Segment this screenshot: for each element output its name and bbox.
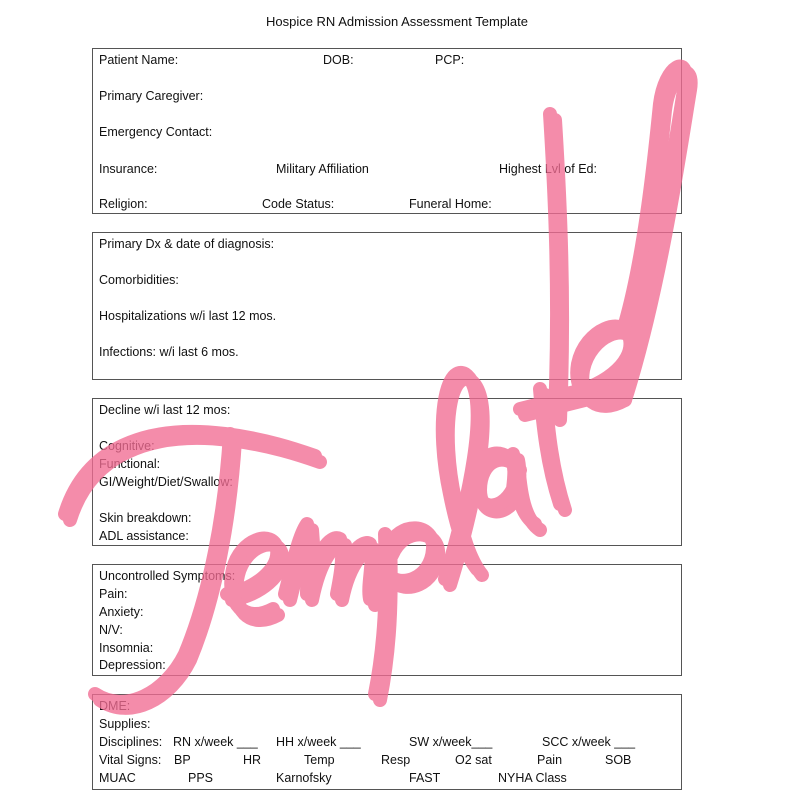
- anxiety-label: Anxiety:: [99, 605, 144, 619]
- funeral-home-label: Funeral Home:: [409, 197, 492, 211]
- primary-caregiver-label: Primary Caregiver:: [99, 89, 204, 103]
- vital-signs-label: Vital Signs:: [99, 753, 162, 767]
- decline-label: Decline w/i last 12 mos:: [99, 403, 231, 417]
- vital-pain-label: Pain: [537, 753, 563, 767]
- comorbidities-label: Comorbidities:: [99, 273, 179, 287]
- hospitalizations-label: Hospitalizations w/i last 12 mos.: [99, 309, 277, 323]
- military-affiliation-label: Military Affiliation: [276, 162, 369, 176]
- o2-sat-label: O2 sat: [455, 753, 492, 767]
- gi-weight-label: GI/Weight/Diet/Swallow:: [99, 475, 233, 489]
- sob-label: SOB: [605, 753, 632, 767]
- bp-label: BP: [174, 753, 191, 767]
- cognitive-label: Cognitive:: [99, 439, 155, 453]
- karnofsky-label: Karnofsky: [276, 771, 332, 785]
- patient-name-label: Patient Name:: [99, 53, 179, 67]
- rn-visits-label: RN x/week ___: [173, 735, 258, 749]
- code-status-label: Code Status:: [262, 197, 335, 211]
- pain-label: Pain:: [99, 587, 128, 601]
- muac-label: MUAC: [99, 771, 136, 785]
- education-label: Highest Lvl of Ed:: [499, 162, 597, 176]
- uncontrolled-symptoms-label: Uncontrolled Symptoms:: [99, 569, 236, 583]
- dob-label: DOB:: [323, 53, 354, 67]
- insurance-label: Insurance:: [99, 162, 158, 176]
- resp-label: Resp: [381, 753, 411, 767]
- fast-label: FAST: [409, 771, 441, 785]
- document-title: Hospice RN Admission Assessment Template: [265, 14, 529, 29]
- dme-label: DME:: [99, 699, 131, 713]
- functional-label: Functional:: [99, 457, 161, 471]
- depression-label: Depression:: [99, 658, 166, 672]
- pcp-label: PCP:: [435, 53, 465, 67]
- nv-label: N/V:: [99, 623, 123, 637]
- hh-visits-label: HH x/week ___: [276, 735, 361, 749]
- temp-label: Temp: [304, 753, 335, 767]
- religion-label: Religion:: [99, 197, 148, 211]
- primary-dx-label: Primary Dx & date of diagnosis:: [99, 237, 275, 251]
- nyha-class-label: NYHA Class: [498, 771, 567, 785]
- sw-visits-label: SW x/week___: [409, 735, 493, 749]
- infections-label: Infections: w/i last 6 mos.: [99, 345, 239, 359]
- scc-visits-label: SCC x/week ___: [542, 735, 636, 749]
- adl-assistance-label: ADL assistance:: [99, 529, 189, 543]
- disciplines-label: Disciplines:: [99, 735, 163, 749]
- hr-label: HR: [243, 753, 262, 767]
- supplies-label: Supplies:: [99, 717, 151, 731]
- emergency-contact-label: Emergency Contact:: [99, 125, 213, 139]
- pps-label: PPS: [188, 771, 214, 785]
- skin-breakdown-label: Skin breakdown:: [99, 511, 192, 525]
- insomnia-label: Insomnia:: [99, 641, 154, 655]
